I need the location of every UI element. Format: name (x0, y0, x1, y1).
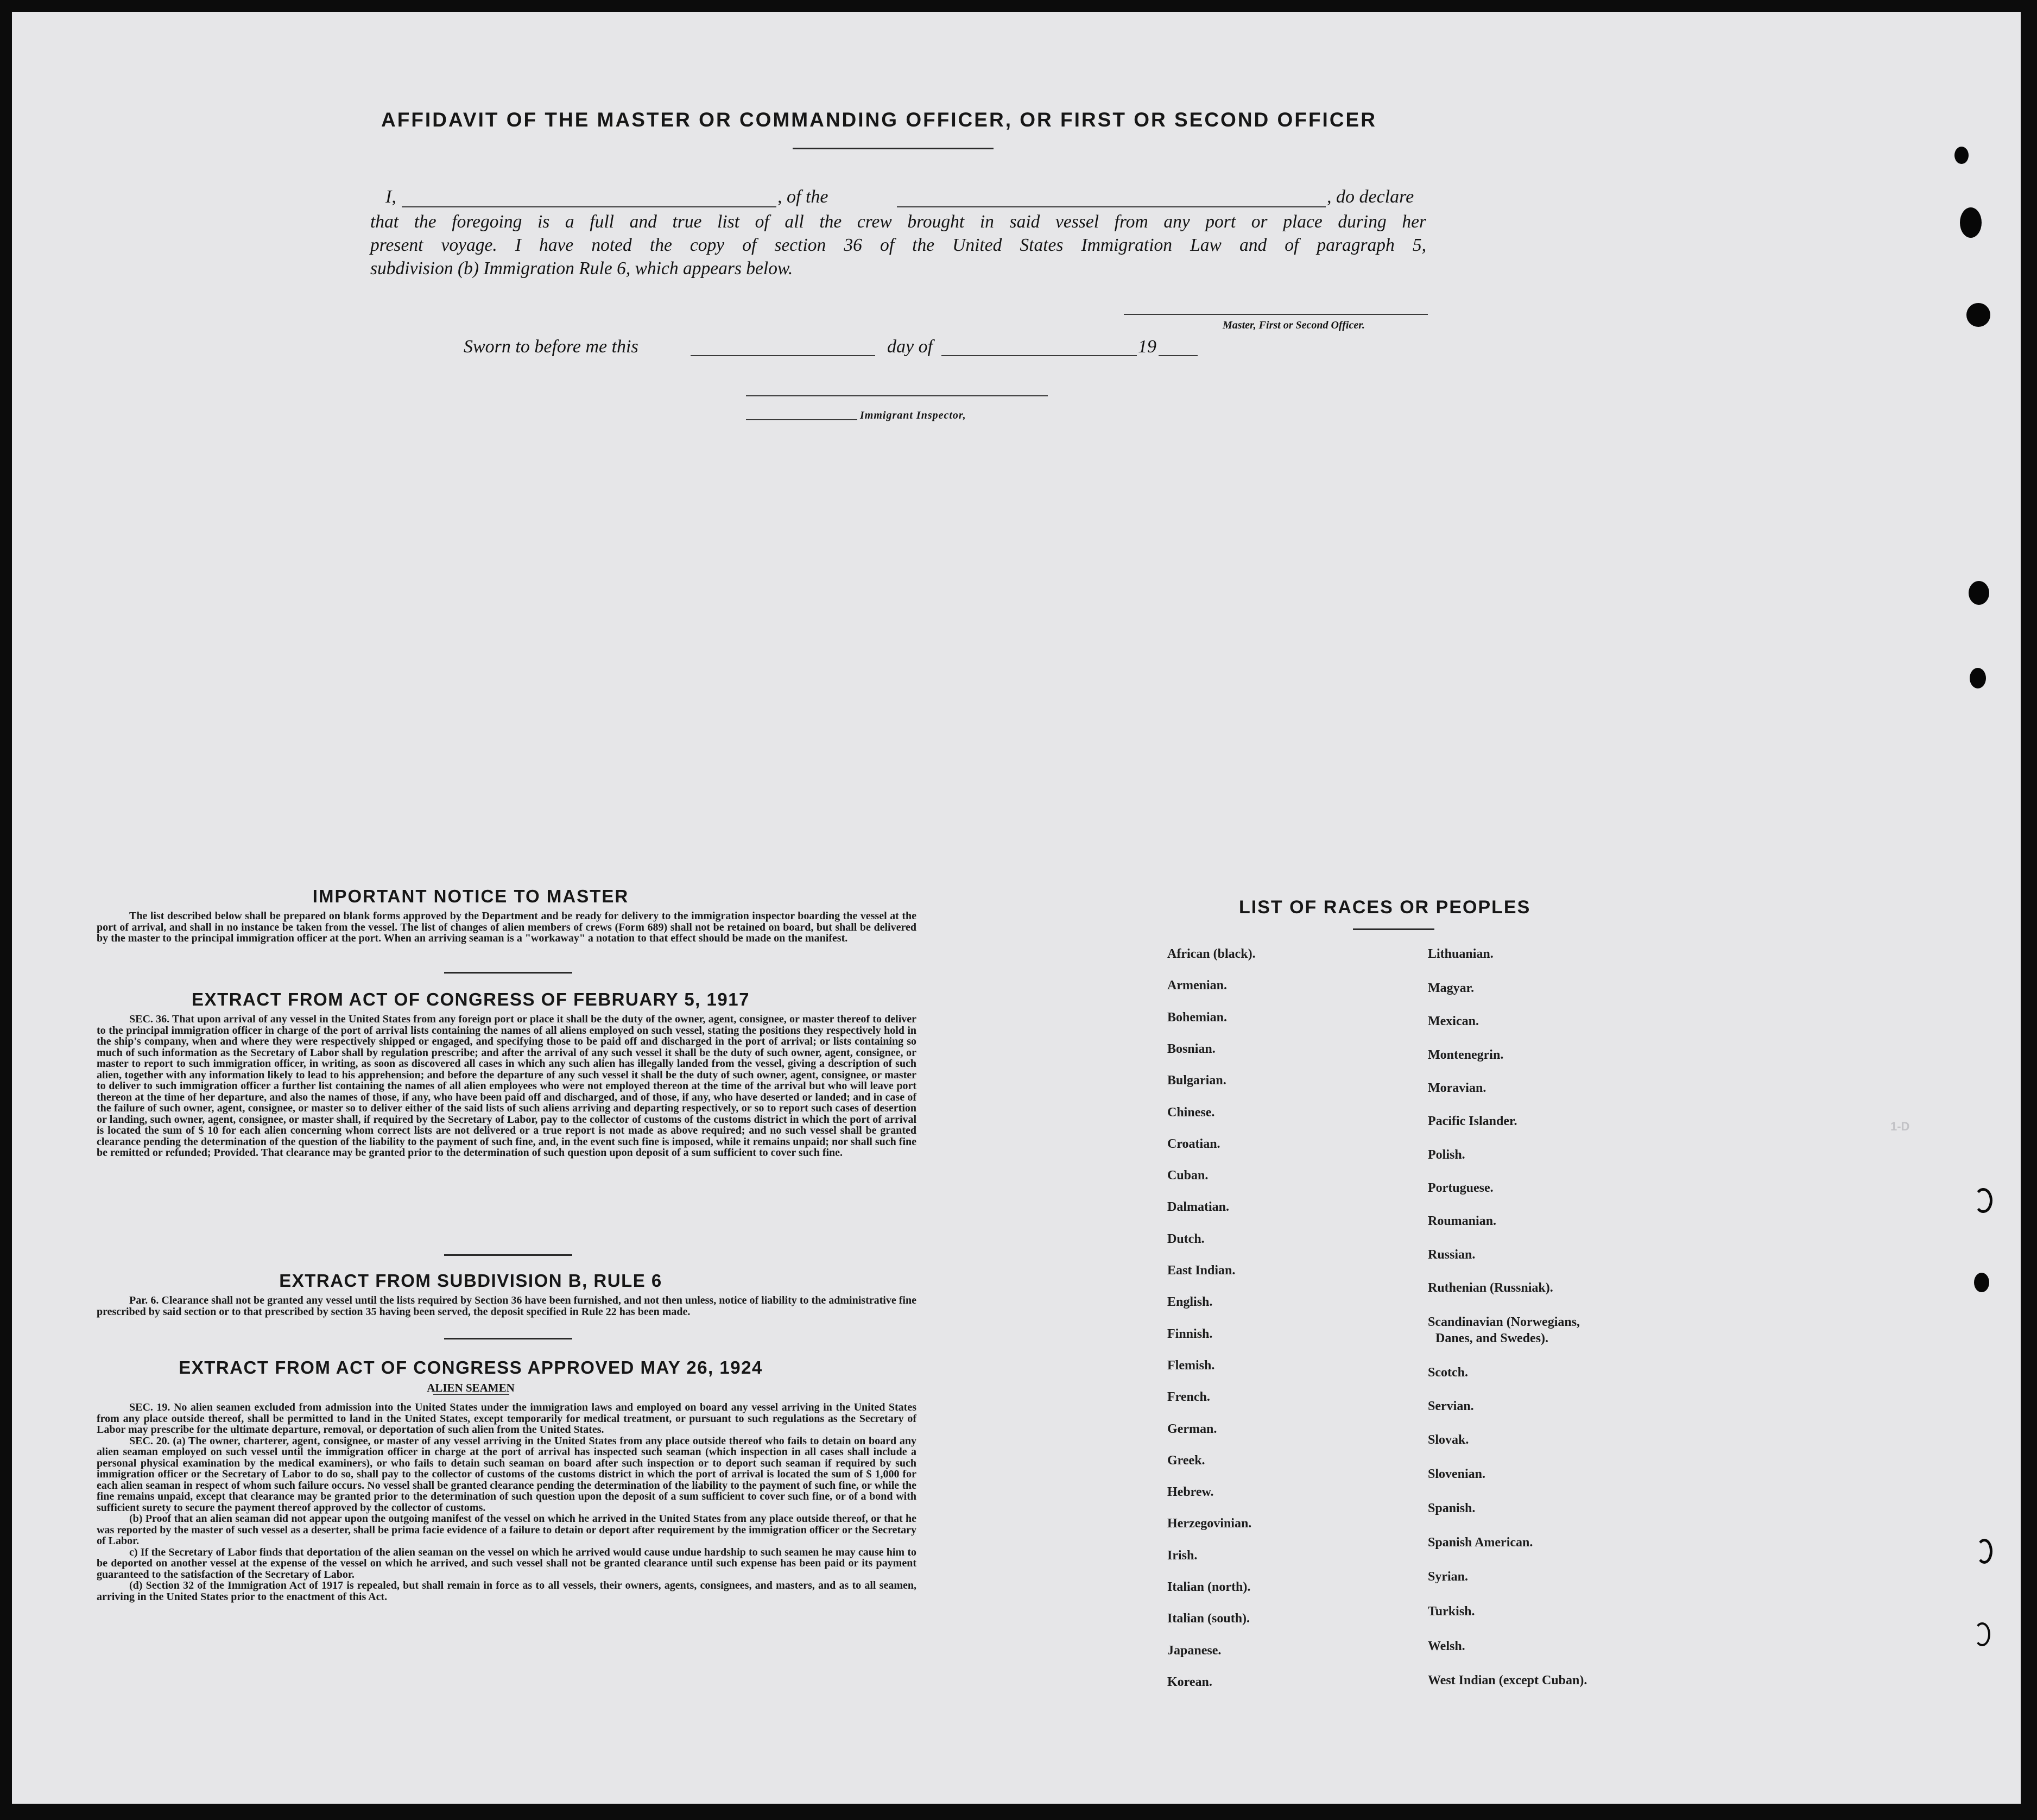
section-20b-paragraph: (b) Proof that an alien seaman did not appear upon the outgoing manifest of the vessel on which he arrived in the United States from any place outside thereof, or that he was reported by the master of such vessel as a deserter, shall be prima facie evidence of a failure to detain or deport after requirement by the immigration officer or the Secretary of Labor. (97, 1513, 916, 1547)
section-19-paragraph: SEC. 19. No alien seamen excluded from admission into the United States under the immigration laws and employed on board any vessel arriving in the United States from any place outside thereof, shall be permitted to land in the United States, except temporarily for medical treatment, or pursuant to such regulations as the Secretary of Labor may prescribe for the ultimate departure, removal, or deportation of such alien from the United States. (97, 1401, 916, 1436)
rule6-title: EXTRACT FROM SUBDIVISION B, RULE 6 (279, 1271, 662, 1291)
race-item: Finnish. (1167, 1326, 1213, 1341)
extract-1917-divider (444, 1254, 572, 1256)
affidavit-do-declare: , do declare (1327, 187, 1414, 207)
binder-hole (1960, 207, 1982, 238)
subtitle-underline (433, 1394, 509, 1395)
race-item: Japanese. (1167, 1643, 1222, 1658)
races-title-underline (1353, 928, 1434, 930)
race-item: Servian. (1428, 1399, 1474, 1413)
affidavit-line-3: present voyage. I have noted the copy of section 36 of the United States Immigration Law and of paragraph 5, (370, 235, 1426, 255)
sworn-year-blank[interactable] (1159, 355, 1198, 356)
race-item: Pacific Islander. (1428, 1114, 1517, 1128)
inspector-signature-line[interactable] (746, 395, 1048, 396)
binder-hole (1974, 1273, 1989, 1292)
notice-paragraph: The list described below shall be prepared on blank forms approved by the Department and be ready for delivery to the immigration inspector boarding the vessel at the port of arrival, and shall in no instance be taken from the vessel. The list of changes of alien members of crews (Form 689) shall not be retained on board, but shall be delivered by the master to the principal immigration officer at the port. When an arriving seaman is a "workaway" a notation to that effect should be made on the manifest. (97, 910, 916, 944)
binder-hole (1976, 1539, 1992, 1564)
race-item: Armenian. (1167, 978, 1227, 993)
race-item: Bosnian. (1167, 1041, 1216, 1056)
affidavit-title: AFFIDAVIT OF THE MASTER OR COMMANDING OFFICER, OR FIRST OR SECOND OFFICER (381, 109, 1377, 131)
section-20c-paragraph: c) If the Secretary of Labor finds that deportation of the alien seaman on the vessel on which he arrived would cause undue hardship to such seamen he may cause him to be deported on another vessel at the expense of the vessel on which he arrived, and such vessel shall not be granted clearance until such expense has been paid or its payment guaranteed to the satisfaction of the Secretary of Labor. (97, 1546, 916, 1581)
rule6-text (97, 1295, 916, 1317)
sworn-day-blank[interactable] (691, 355, 875, 356)
master-signature-line[interactable] (1124, 314, 1428, 315)
race-item: Moravian. (1428, 1081, 1486, 1095)
race-item: Slovenian. (1428, 1467, 1486, 1481)
binder-hole (1969, 581, 1989, 605)
race-item: Polish. (1428, 1148, 1465, 1162)
race-item: Welsh. (1428, 1639, 1465, 1653)
extract-1917-text (97, 1014, 916, 1159)
race-item: Danes, and Swedes). (1435, 1331, 1549, 1345)
binder-hole (1970, 668, 1986, 688)
race-item: Montenegrin. (1428, 1048, 1504, 1062)
race-item: Herzegovinian. (1167, 1516, 1252, 1531)
binder-hole (1974, 1622, 1990, 1646)
alien-seamen-subtitle: ALIEN SEAMEN (427, 1381, 515, 1394)
extract-1924-text (97, 1402, 916, 1602)
affidavit-line-2: that the foregoing is a full and true list of all the crew brought in said vessel from any port or place during her (370, 212, 1426, 232)
binder-hole (1974, 1188, 1992, 1213)
affidavit-i: I, (385, 187, 396, 207)
affidavit-of-the: , of the (777, 187, 828, 207)
sworn-month-blank[interactable] (941, 355, 1137, 356)
race-item: Croatian. (1167, 1136, 1220, 1151)
affidavit-line-4: subdivision (b) Immigration Rule 6, which appears below. (370, 258, 793, 279)
section-20d-paragraph: (d) Section 32 of the Immigration Act of 1917 is repealed, but shall remain in force as to all vessels, their owners, agents, consignees, and masters, and as to all seamen, arriving in the United States prior to the enactment of this Act. (97, 1579, 916, 1603)
race-item: Roumanian. (1428, 1214, 1497, 1228)
race-item: Italian (south). (1167, 1612, 1250, 1626)
notice-divider (444, 972, 572, 974)
notice-text (97, 911, 916, 944)
race-item: Hebrew. (1167, 1485, 1214, 1500)
race-item: Mexican. (1428, 1014, 1479, 1028)
race-item: Slovak. (1428, 1433, 1469, 1447)
race-item: Cuban. (1167, 1168, 1209, 1183)
extract-1924-title: EXTRACT FROM ACT OF CONGRESS APPROVED MAY 26, 1924 (179, 1357, 763, 1377)
sworn-day-of: day of (887, 337, 933, 357)
race-item: French. (1167, 1390, 1210, 1405)
race-item: Korean. (1167, 1674, 1212, 1689)
race-item: Irish. (1167, 1548, 1198, 1563)
race-item: Bulgarian. (1167, 1073, 1226, 1088)
race-item: Russian. (1428, 1248, 1476, 1262)
race-item: Spanish. (1428, 1501, 1476, 1515)
race-item: African (black). (1167, 947, 1256, 961)
position-blank-line[interactable] (897, 206, 1326, 207)
race-item: Syrian. (1428, 1570, 1469, 1584)
race-item: Dutch. (1167, 1231, 1205, 1246)
section-20a-paragraph: SEC. 20. (a) The owner, charterer, agent, consignee, or master of any vessel arriving in the United States from any place outside thereof who fails to detain on board any alien seaman employed on such vessel until the immigration officer in charge at the port of arrival has inspected such seaman (which inspection in all cases shall include a personal physical examination by the medical examiners), or who fails to detain such seaman on board after such inspection or to deport such seaman if required by such immigration officer or the Secretary of Labor to do so, shall pay to the collector of customs of the customs district in which the port of arrival is located the sum of $ 1,000 for each alien seaman in respect of whom such failure occurs. No vessel shall be granted clearance pending the determination of the liability to the payment of such fine, or while the fine remains unpaid, except that clearance may be granted prior to the determination of such question upon the deposit of a sum sufficient to cover such fine, or of a bond with sufficient surety to secure the payment thereof approved by the collector of customs. (97, 1434, 916, 1514)
races-title: LIST OF RACES OR PEOPLES (1239, 897, 1531, 918)
sworn-text: Sworn to before me this (464, 337, 638, 357)
race-item: Flemish. (1167, 1358, 1215, 1373)
race-item: Turkish. (1428, 1604, 1475, 1619)
notice-title: IMPORTANT NOTICE TO MASTER (312, 886, 629, 906)
bleed-through-mark: 1-D (1890, 1120, 1910, 1133)
race-item: West Indian (except Cuban). (1428, 1673, 1587, 1688)
race-item: English. (1167, 1295, 1213, 1310)
rule6-divider (444, 1338, 572, 1339)
inspector-label: Immigrant Inspector, (860, 409, 966, 421)
extract-1917-title: EXTRACT FROM ACT OF CONGRESS OF FEBRUARY 5, 1917 (192, 989, 750, 1009)
race-item: Greek. (1167, 1453, 1205, 1468)
race-item: Chinese. (1167, 1105, 1215, 1120)
race-item: Scandinavian (Norwegians, (1428, 1315, 1580, 1329)
sworn-year-prefix: 19 (1138, 337, 1156, 357)
name-blank-line[interactable] (402, 206, 776, 207)
master-label: Master, First or Second Officer. (1223, 319, 1365, 331)
race-item: East Indian. (1167, 1263, 1236, 1278)
document-page (12, 12, 2021, 1804)
race-item: German. (1167, 1421, 1217, 1436)
race-item: Spanish American. (1428, 1535, 1533, 1550)
race-item: Lithuanian. (1428, 947, 1494, 961)
race-item: Italian (north). (1167, 1580, 1251, 1594)
race-item: Dalmatian. (1167, 1200, 1229, 1215)
binder-hole (1954, 147, 1969, 164)
title-underline (793, 148, 994, 149)
race-item: Magyar. (1428, 981, 1475, 995)
race-item: Bohemian. (1167, 1010, 1228, 1025)
inspector-short-line (746, 419, 857, 420)
race-item: Scotch. (1428, 1366, 1468, 1380)
binder-hole (1966, 303, 1990, 327)
race-item: Portuguese. (1428, 1181, 1494, 1195)
race-item: Ruthenian (Russniak). (1428, 1281, 1553, 1295)
paragraph-6: Par. 6. Clearance shall not be granted any vessel until the lists required by Section 36 have been furnished, and not then unless, notice of liability to the administrative fine prescribed by said section or to that prescribed by section 35 having been served, the deposit specified in Rule 22 has been made. (97, 1294, 916, 1318)
section-36-paragraph: SEC. 36. That upon arrival of any vessel in the United States from any foreign port or place it shall be the duty of the owner, agent, consignee, or master thereof to deliver to the principal immigration officer in charge of the port of arrival lists containing the names of all aliens employed on such vessel, stating the positions they respectively hold in the ship's company, when and where they were respectively shipped or engaged, and specifying those to be paid off and discharged in the port of arrival; or lists containing so much of such information as the Secretary of Labor shall by regulation prescribe; and after the arrival of any such vessel it shall be the duty of such owner, agent, consignee, or master to report to such immigration officer, in writing, as soon as discovered all cases in which any such alien has illegally landed from the vessel, giving a description of such alien, together with any information likely to lead to his apprehension; and before the departure of any such vessel it shall be the duty of such owner, agent, consignee, or master to deliver to such immigration officer a further list containing the names of all alien employees who were not employed thereon at the time of the arrival but who will leave port thereon at the time of her departure, and also the names of those, if any, who have been paid off and discharged, and of those, if any, who have deserted or landed; and in case of the failure of such owner, agent, consignee, or master so to deliver either of the said lists of such aliens arriving and departing respectively, or so to report such cases of desertion or landing, such owner, agent, consignee, or master shall, if required by the Secretary of Labor, pay to the collector of customs of the customs district in which the port of arrival is located the sum of $ 10 for each alien concerning whom correct lists are not delivered or a true report is not made as above required; and no such vessel shall be granted clearance pending the determination of the question of the liability to the payment of such fine, and, in the event such fine is imposed, while it remains unpaid; nor shall such fine be remitted or refunded; Provided. That clearance may be granted prior to the determination of such question upon deposit of a sum sufficient to cover such fine. (97, 1013, 916, 1159)
